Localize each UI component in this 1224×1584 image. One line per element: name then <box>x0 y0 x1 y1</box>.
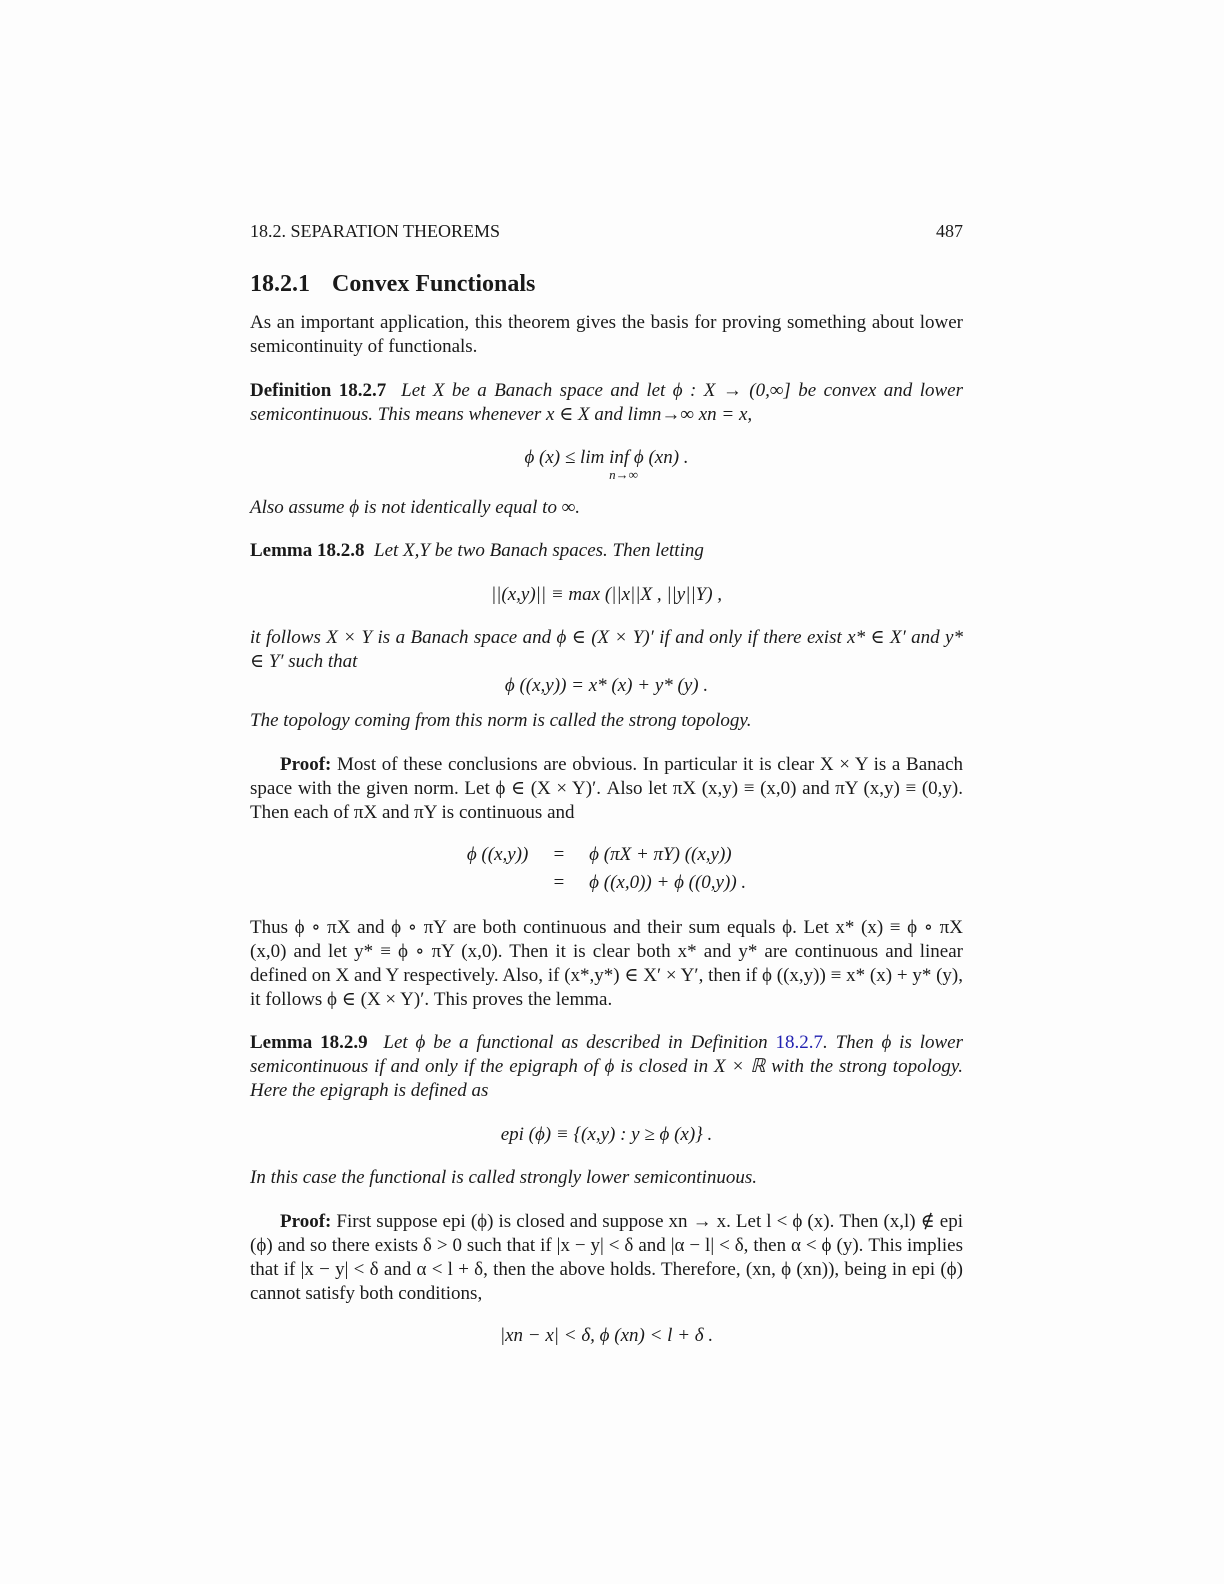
lemma-after: In this case the functional is called strongly lower semicontinuous. <box>250 1167 757 1188</box>
align-rhs: ϕ (πX + πY) ((x,y)) <box>589 844 732 865</box>
align-row <box>455 841 758 869</box>
lemma-after: The topology coming from this norm is called the strong topology. <box>250 710 752 731</box>
align-table <box>455 841 758 897</box>
liminf-equation: ϕ (x) ≤ lim inf ϕ (xn) . <box>524 447 689 468</box>
functional-equation: ϕ ((x,y)) = x* (x) + y* (y) . <box>504 675 709 696</box>
lemma-text: Let X,Y be two Banach spaces. Then letting <box>374 540 704 561</box>
align-lhs: ϕ ((x,y)) <box>466 844 529 865</box>
page-number: 487 <box>936 221 963 241</box>
lemma-label: Lemma 18.2.9 <box>250 1032 368 1053</box>
proof-label: Proof: <box>280 754 332 775</box>
epigraph-equation: epi (ϕ) ≡ {(x,y) : y ≥ ϕ (x)} . <box>500 1124 713 1145</box>
definition-reference-link[interactable]: 18.2.7 <box>775 1032 823 1053</box>
align-rel: = <box>552 844 566 865</box>
definition-equation <box>250 446 963 480</box>
running-header <box>250 219 963 243</box>
align-row <box>455 869 758 897</box>
definition-label: Definition 18.2.7 <box>250 380 387 401</box>
lemma-text-2: it follows X × Y is a Banach space and ϕ ∈ (X × Y)′ if and only if there exist x* ∈ X′ and y* ∈ Y′ such that <box>250 627 963 672</box>
align-rhs: ϕ ((x,0)) + ϕ ((0,y)) . <box>589 872 747 893</box>
intro-paragraph: As an important application, this theorem gives the basis for proving something about lower semicontinuity of functionals. <box>250 312 963 357</box>
liminf-subscript: n→∞ <box>609 467 638 482</box>
norm-equation: ||(x,y)|| ≡ max (||x||X , ||y||Y) , <box>490 584 723 605</box>
proof-2-text: First suppose epi (ϕ) is closed and suppose xn → x. Let l < ϕ (x). Then (x,l) ∉ epi (ϕ) and so there exists δ > 0 such that if |x − y| < δ and |α − l| < δ, then α < ϕ (y). This implies that if |x − y| < δ and α < l + δ, then the above holds. Therefore, (xn, ϕ (xn)), being in epi (ϕ) cannot satisfy both conditions, <box>250 1211 963 1304</box>
lemma-text-b: . Then ϕ is lower semicontinuous if and only if the epigraph of ϕ is closed in X × ℝ with the strong topology. Here the epigraph is defined as <box>250 1032 963 1101</box>
condition-equation: |xn − x| < δ, ϕ (xn) < l + δ . <box>499 1325 714 1346</box>
definition-after: Also assume ϕ is not identically equal to ∞. <box>250 497 580 518</box>
lemma-18-2-8 <box>250 539 963 563</box>
section-number: 18.2.1 <box>250 271 310 297</box>
section-title: Convex Functionals <box>332 271 536 297</box>
header-section-title: 18.2. SEPARATION THEOREMS <box>250 221 501 241</box>
proof-label: Proof: <box>280 1211 332 1232</box>
definition-text: Let X be a Banach space and let ϕ : X → (0,∞] be convex and lower semicontinuous. This means whenever x ∈ X and limn→∞ xn = x, <box>250 380 964 425</box>
lemma-label: Lemma 18.2.8 <box>250 540 365 561</box>
proof-1-text: Most of these conclusions are obvious. In particular it is clear X × Y is a Banach space with the given norm. Let ϕ ∈ (X × Y)′. Also let πX (x,y) ≡ (x,0) and πY (x,y) ≡ (0,y). Then each of πX and πY is continuous and <box>250 754 964 823</box>
proof-1-paragraph <box>250 753 963 825</box>
section-heading <box>250 272 963 296</box>
lemma-text-a: Let ϕ be a functional as described in Definition <box>383 1032 768 1053</box>
align-rel: = <box>552 872 566 893</box>
proof-2-paragraph <box>250 1210 963 1306</box>
proof-1-continuation: Thus ϕ ∘ πX and ϕ ∘ πY are both continuous and their sum equals ϕ. Let x* (x) ≡ ϕ ∘ πX (x,0) and let y* ≡ ϕ ∘ πY (x,0). Then it is clear both x* and y* are continuous and linear defined on X and Y respectively. Also, if (x*,y*) ∈ X′ × Y′, then if ϕ ((x,y)) ≡ x* (x) + y* (y), it follows ϕ ∈ (X × Y)′. This proves the lemma. <box>250 917 963 1010</box>
align-lhs <box>455 869 541 897</box>
aligned-equations <box>250 841 963 897</box>
definition-18-2-7 <box>250 379 963 427</box>
lemma-18-2-9 <box>250 1031 963 1103</box>
